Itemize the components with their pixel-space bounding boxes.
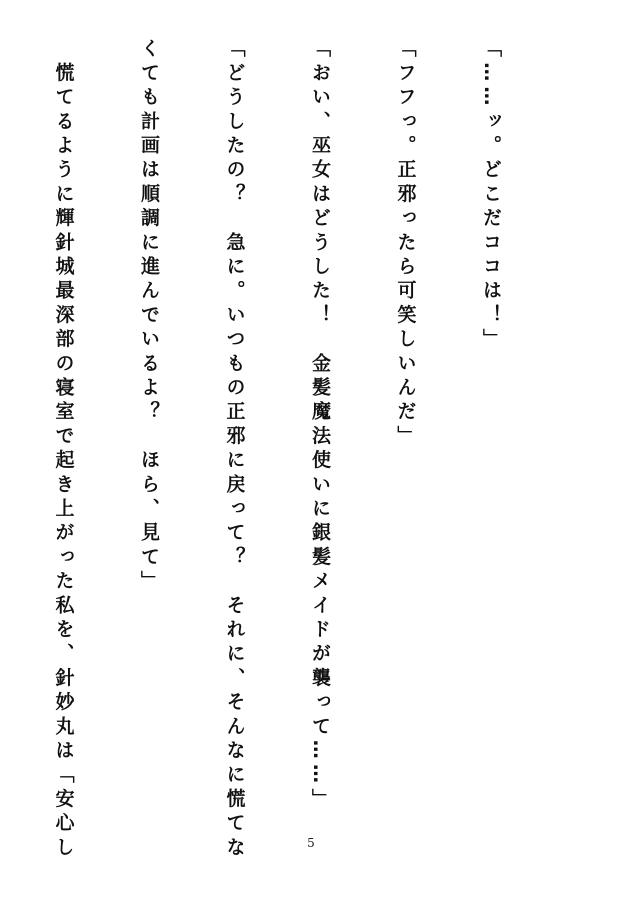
text-column: 「どうしたの？ 急に。いつもの正邪に戻って？ それに、そんなに慌てな xyxy=(223,38,246,861)
vertical-text-body xyxy=(52,38,562,861)
text-column: 「……ッ。どこだココは！」 xyxy=(480,38,502,353)
page-number: 5 xyxy=(307,836,315,850)
text-column: 慌てるように輝針城最深部の寝室で起き上がった私を、針妙丸は「安心し xyxy=(52,38,75,861)
text-column: くても計画は順調に進んでいるよ？ ほら、見て」 xyxy=(138,38,160,595)
text-column: 「おい、巫女はどうした！ 金髪魔法使いに銀髪メイドが襲って……」 xyxy=(309,38,331,813)
text-column: 「フフっ。正邪ったら可笑しいんだ」 xyxy=(394,38,417,450)
